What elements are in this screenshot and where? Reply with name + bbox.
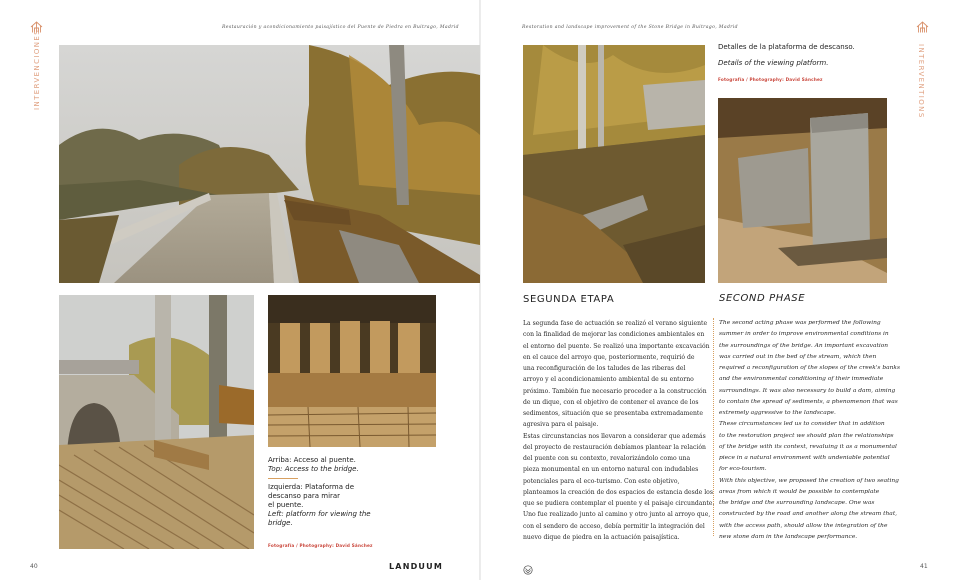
- body-en-line: new stone dam in the landscape performance.: [719, 533, 858, 540]
- body-en-line: and the environmental conditioning of their immediate: [719, 376, 884, 383]
- body-es-line: Uno fue realizado junto al camino y otro junto al arroyo que,: [523, 511, 711, 519]
- body-en-line: to contain the spread of sediments, a phenomenon that was: [719, 398, 898, 405]
- body-es-line: agresiva para el paisaje.: [523, 421, 599, 429]
- body-es-line: planteamos la creación de dos espacios de estancia desde los: [523, 488, 713, 496]
- photo-credit-right: Fotografía / Photography: David Sánchez: [718, 77, 823, 82]
- body-es-line: sedimentos, situación que se presentaba extremadamente: [523, 410, 703, 417]
- body-es-line: nuevo dique de piedra en la actuación paisajística.: [523, 533, 680, 541]
- caption-divider: [268, 478, 298, 479]
- body-text-spanish: [523, 318, 714, 543]
- body-es-line: del puente con su contexto, revalorizándolo como una: [523, 455, 691, 462]
- body-en-line: with the access path, should allow the integration of the: [719, 522, 888, 529]
- body-text-english: [719, 318, 900, 543]
- body-es-line: próximo. También fue necesario proceder a la construcción: [523, 387, 707, 395]
- caption-left-en-1: bridge.: [268, 519, 293, 527]
- caption-details-es: Detalles de la plataforma de descanso.: [718, 43, 855, 51]
- body-es-line: con el sendero de acceso, debía permitir la integración del: [523, 522, 705, 530]
- heading-segunda-etapa: SEGUNDA ETAPA: [523, 294, 615, 305]
- body-en-line: to the restoration project we should plan the relationships: [719, 432, 894, 439]
- running-head-right: Restoration and landscape improvement of the Stone Bridge in Buitrago, Madrid: [522, 25, 738, 30]
- publisher-emblem-icon: [523, 560, 533, 570]
- body-en-line: extremely aggressive to the landscape.: [719, 410, 836, 416]
- magazine-brand: LANDUUM: [389, 562, 443, 571]
- page-number-left: 40: [30, 563, 38, 570]
- body-en-line: constructed by the road and another along the stream that,: [719, 511, 898, 518]
- body-en-line: With this objective, we proposed the creation of two seating: [719, 477, 899, 484]
- body-es-line: arroyo y el acondicionamiento ambiental de su entorno: [523, 376, 694, 384]
- photo-stone-bollard: [718, 98, 887, 283]
- body-es-line: que se pudiera contemplar el puente y el paisaje circundante.: [523, 500, 715, 507]
- caption-left-es-0: Izquierda: Plataforma de: [268, 483, 355, 491]
- body-en-line: was carried out in the bed of the stream, which then: [719, 353, 877, 360]
- caption-left: [268, 456, 438, 528]
- caption-top-en: Top: Access to the bridge.: [268, 465, 359, 473]
- page-number-right: 41: [920, 563, 928, 570]
- caption-left-es-1: descanso para mirar: [268, 492, 341, 500]
- body-es-line: de un dique, con el objetivo de contener el avance de los: [523, 398, 699, 406]
- caption-left-en-0: Left: platform for viewing the: [268, 510, 371, 518]
- body-en-line: for eco-tourism.: [719, 466, 767, 473]
- body-en-line: piece in a natural environment with undeniable potential: [719, 455, 890, 461]
- body-en-line: required a reconfiguration of the slopes of the creek's banks: [719, 365, 900, 371]
- body-es-line: pieza monumental en un entorno natural con indudables: [523, 466, 699, 474]
- photo-credit-left: Fotografía / Photography: David Sánchez: [268, 543, 373, 548]
- caption-top-es: Arriba: Acceso al puente.: [268, 456, 356, 464]
- heading-second-phase: SECOND PHASE: [719, 293, 806, 304]
- caption-details-en: Details of the viewing platform.: [718, 59, 829, 67]
- body-es-line: del proyecto de restauración debíamos plantear la relación: [523, 443, 706, 451]
- body-en-line: The second acting phase was performed the following: [719, 320, 881, 326]
- body-en-line: of the bridge with its context, revaluing it as a monumental: [719, 443, 897, 450]
- running-head-left: Restauración y acondicionamiento paisajístico del Puente de Piedra en Buitrago, Madrid: [222, 25, 459, 30]
- body-en-line: the bridge and the surrounding landscape. One was: [719, 500, 875, 506]
- body-es-line: una reconfiguración de los taludes de las riberas del: [523, 365, 686, 372]
- logo-house-icon: [916, 18, 929, 30]
- body-en-line: summer in order to improve environmental conditions in: [719, 331, 889, 338]
- body-en-line: the surroundings of the bridge. An important excavation: [719, 342, 889, 349]
- body-es-line: Estas circunstancias nos llevaron a considerar que además: [523, 432, 706, 440]
- photo-bridge-access: [59, 45, 480, 283]
- section-label-right: INTERVENTIONS: [917, 44, 925, 119]
- body-en-line: These circumstances led us to consider that in addition: [719, 421, 885, 428]
- photo-viewing-platform: [59, 295, 254, 549]
- body-es-line: La segunda fase de actuación se realizó el verano siguiente: [523, 320, 708, 327]
- body-en-line: surroundings. It was also necessary to build a dam, aiming: [719, 387, 896, 394]
- body-es-line: en el cauce del arroyo que, posteriormente, requirió de: [523, 353, 695, 361]
- photo-stream-dam: [523, 45, 705, 283]
- body-en-line: areas from which it would be possible to contemplate: [719, 488, 880, 495]
- body-es-line: con la finalidad de mejorar las condiciones ambientales en: [523, 331, 705, 339]
- body-es-line: el entorno del puente. Se realizó una importante excavación: [523, 342, 710, 350]
- photo-wooden-benches: [268, 295, 436, 447]
- caption-left-es-2: el puente.: [268, 501, 304, 509]
- column-divider: [713, 318, 714, 536]
- section-label-left: INTERVENCIONES: [33, 28, 41, 110]
- body-es-line: potenciales para el eco-turismo. Con este objetivo,: [523, 477, 680, 485]
